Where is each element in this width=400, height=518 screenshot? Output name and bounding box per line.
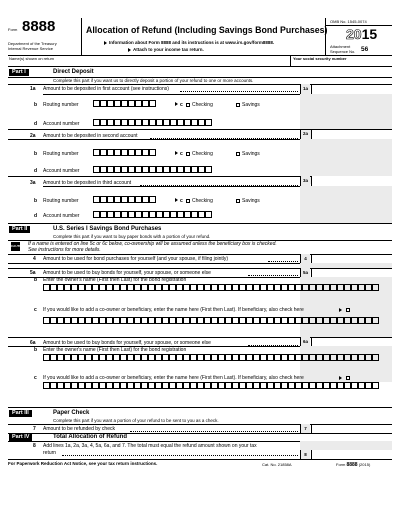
line5b-label: Enter the owner's name (First then Last) for the bond registration xyxy=(43,277,187,283)
line4-box: 4 xyxy=(300,254,310,263)
line5c-beneficiary-checkbox[interactable] xyxy=(346,308,350,312)
sequence-number: 56 xyxy=(361,46,369,53)
names-label: Name(s) shown on return xyxy=(9,56,55,61)
line5a-label: Amount to be used to buy bonds for yourself, your spouse, or someone else xyxy=(43,270,211,276)
line5b-owner-name-field[interactable] xyxy=(43,284,379,291)
line1c-letter: c xyxy=(180,102,183,108)
arrow-right-icon xyxy=(175,151,178,155)
line3a-num: 3a xyxy=(30,180,36,186)
line2c-letter: c xyxy=(180,151,183,157)
line5c-num: c xyxy=(34,307,37,313)
line4-label: Amount to be used for bond purchases for yourself (and your spouse, if filing jointly) xyxy=(43,256,229,262)
line7-amount[interactable] xyxy=(311,424,392,433)
line5c-label: If you would like to add a co-owner or beneficiary, enter the name here (First then Last). If beneficiary, also check here xyxy=(43,307,304,313)
line6b-label: Enter the owner's name (First then Last) for the bond registration xyxy=(43,347,187,353)
line1d-letter: d xyxy=(34,121,38,127)
line5b-num: b xyxy=(34,277,38,283)
line2b-label: Routing number xyxy=(43,151,79,157)
part1-title: Direct Deposit xyxy=(53,69,94,75)
paperwork-notice: For Paperwork Reduction Act Notice, see your tax return instructions. xyxy=(8,461,158,466)
line3c-checking-checkbox[interactable] xyxy=(186,199,190,203)
attachment-label: Attachment xyxy=(330,44,351,49)
line2c-savings-checkbox[interactable] xyxy=(236,152,240,156)
line7-label: Amount to be refunded by check xyxy=(43,426,115,432)
line6a-num: 6a xyxy=(30,340,36,346)
line6c-beneficiary-checkbox[interactable] xyxy=(346,376,350,380)
line1c-checking-label: Checking xyxy=(192,102,213,108)
line6b-owner-name-field[interactable] xyxy=(43,354,379,361)
dept-line2: Internal Revenue Service xyxy=(8,46,53,51)
line3b-letter: b xyxy=(34,198,38,204)
line2a-amount[interactable] xyxy=(311,129,392,139)
line3a-amount[interactable] xyxy=(311,176,392,186)
line7-box: 7 xyxy=(300,424,310,433)
line3d-label: Account number xyxy=(43,213,80,219)
line4-num: 4 xyxy=(33,256,36,262)
line4-amount[interactable] xyxy=(311,254,392,263)
line1a-label: Amount to be deposited in first account (see instructions) xyxy=(43,86,169,92)
line5a-num: 5a xyxy=(30,270,36,276)
arrow-right-icon xyxy=(175,102,178,106)
line1d-account-field[interactable] xyxy=(93,119,212,126)
line1c-savings-checkbox[interactable] xyxy=(236,103,240,107)
form-label: Form xyxy=(8,27,18,32)
part2-badge: Part II xyxy=(9,226,30,233)
line1c-savings-label: Savings xyxy=(242,102,260,108)
line3a-box: 3a xyxy=(300,176,310,186)
line2c-checking-checkbox[interactable] xyxy=(186,152,190,156)
line8-label-line2: return xyxy=(43,450,57,456)
line1b-letter: b xyxy=(34,102,38,108)
line2d-letter: d xyxy=(34,168,38,174)
sequence-label: Sequence No. xyxy=(330,48,356,54)
arrow-right-icon xyxy=(128,48,131,52)
part3-title: Paper Check xyxy=(53,410,90,416)
line2c-checking-label: Checking xyxy=(192,151,213,157)
line3c-checking-label: Checking xyxy=(192,198,213,204)
line5a-box: 5a xyxy=(300,268,310,277)
line1a-box: 1a xyxy=(300,84,310,94)
line8-amount[interactable] xyxy=(311,450,392,459)
line3c-letter: c xyxy=(180,198,183,204)
line3b-label: Routing number xyxy=(43,198,79,204)
line7-num: 7 xyxy=(33,426,36,432)
line6c-label: If you would like to add a co-owner or beneficiary, enter the name here (First then Last). If beneficiary, also check here xyxy=(43,375,304,381)
line3b-routing-field[interactable] xyxy=(93,196,156,203)
line1a-num: 1a xyxy=(30,86,36,92)
line3d-letter: d xyxy=(34,213,38,219)
cat-number: Cat. No. 21858A xyxy=(262,461,292,467)
form-number: 8888 xyxy=(22,18,56,35)
line3a-label: Amount to be deposited in third account xyxy=(43,180,132,186)
line3c-savings-label: Savings xyxy=(242,198,260,204)
part2-instruction: Complete this part if you want to buy paper bonds with a portion of your refund. xyxy=(53,234,211,239)
line2b-letter: b xyxy=(34,151,38,157)
arrow-right-icon xyxy=(339,308,342,312)
line2a-box: 2a xyxy=(300,129,310,139)
line8-label-line1: Add lines 1a, 2a, 3a, 4, 5a, 6a, and 7. The total must equal the refund amount shown on your tax xyxy=(43,443,257,449)
part1-instruction: Complete this part if you want us to directly deposit a portion of your refund to one or more accounts. xyxy=(53,78,254,83)
part3-instruction: Complete this part if you want a portion of your refund to be sent to you as a check. xyxy=(53,418,219,423)
dept-line1: Department of the Treasury xyxy=(8,41,57,46)
line5c-coowner-name-field[interactable] xyxy=(43,317,379,324)
form-reference: Form 8888 (2015) xyxy=(336,461,371,468)
line2a-label: Amount to be deposited in second account xyxy=(43,133,138,139)
part4-badge: Part IV xyxy=(9,434,32,441)
line1d-label: Account number xyxy=(43,121,80,127)
line6a-amount[interactable] xyxy=(311,337,392,346)
form-title: Allocation of Refund (Including Savings Bond Purchases) xyxy=(86,25,328,35)
line1a-amount[interactable] xyxy=(311,84,392,94)
part1-badge: Part I xyxy=(9,69,29,76)
caution-icon: CAUTION xyxy=(11,242,20,251)
line3c-savings-checkbox[interactable] xyxy=(236,199,240,203)
omb-number: OMB No. 1545-0074 xyxy=(330,19,367,24)
line6a-box: 6a xyxy=(300,337,310,346)
line6a-label: Amount to be used to buy bonds for yourself, your spouse, or someone else xyxy=(43,340,211,346)
line1b-label: Routing number xyxy=(43,102,79,108)
arrow-right-icon xyxy=(104,41,107,45)
caution-line1: If a name is entered on line 5c or 6c below, co-ownership will be assumed unless the beneficiary box is checked. xyxy=(28,241,277,247)
line5a-amount[interactable] xyxy=(311,268,392,277)
line2a-num: 2a xyxy=(30,133,36,139)
info-line: Information about Form 8888 and its instructions is at www.irs.gov/form8888. xyxy=(104,40,274,46)
arrow-right-icon xyxy=(339,376,342,380)
part4-title: Total Allocation of Refund xyxy=(53,434,127,440)
line8-num: 8 xyxy=(33,443,36,449)
line1c-checking-checkbox[interactable] xyxy=(186,103,190,107)
line8-box: 8 xyxy=(300,450,310,459)
line6c-coowner-name-field[interactable] xyxy=(43,382,379,389)
part2-title: U.S. Series I Savings Bond Purchases xyxy=(53,226,162,232)
caution-line2: See instructions for more details. xyxy=(28,247,101,253)
tax-year: 2015 xyxy=(346,26,378,42)
line6c-num: c xyxy=(34,375,37,381)
attach-line: Attach to your income tax return. xyxy=(128,47,204,53)
line2d-label: Account number xyxy=(43,168,80,174)
ssn-label: Your social security number xyxy=(293,56,347,61)
part3-badge: Part III xyxy=(9,410,32,417)
arrow-right-icon xyxy=(175,198,178,202)
line3d-account-field[interactable] xyxy=(93,211,212,218)
line6b-num: b xyxy=(34,347,38,353)
line1b-routing-field[interactable] xyxy=(93,100,156,107)
line2c-savings-label: Savings xyxy=(242,151,260,157)
line2b-routing-field[interactable] xyxy=(93,149,156,156)
line2d-account-field[interactable] xyxy=(93,166,212,173)
